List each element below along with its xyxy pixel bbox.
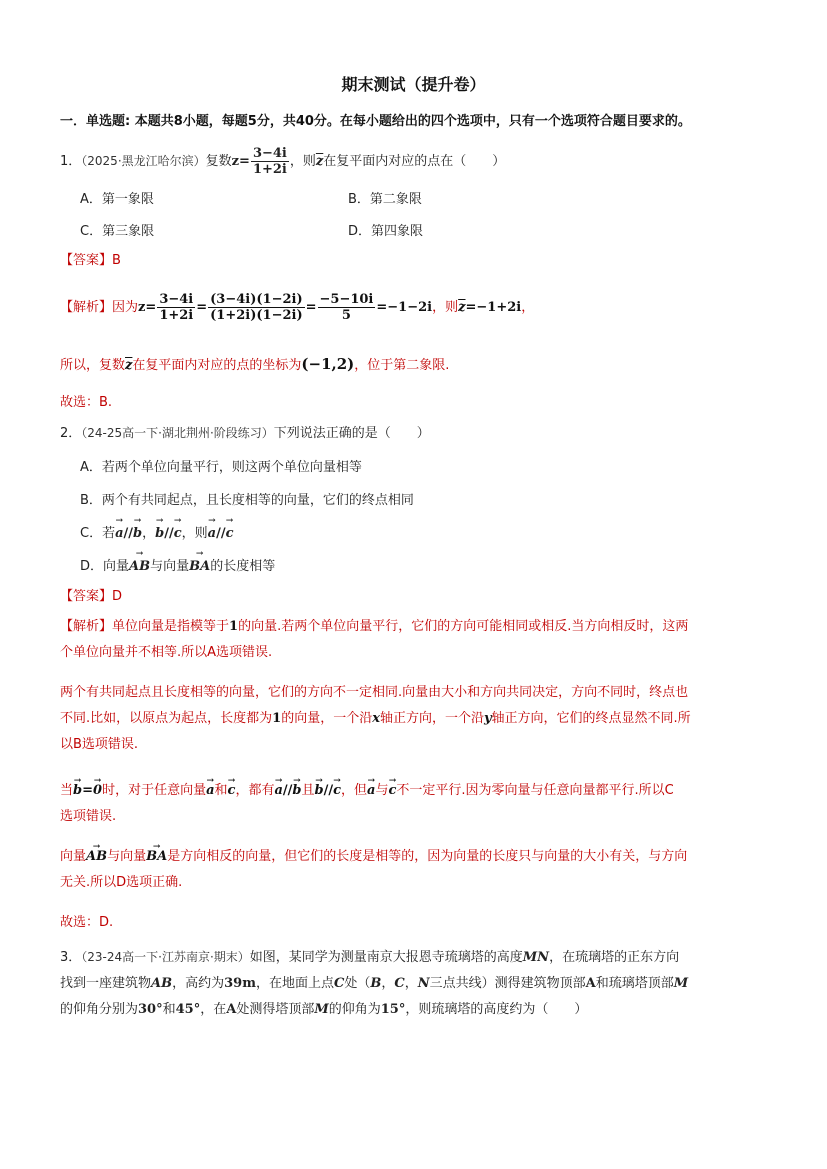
stem-text: 的仰角为 — [328, 1002, 381, 1017]
analysis-text: 在复平面内对应的点的坐标为 — [132, 358, 302, 373]
parallel-symbol: // — [216, 526, 226, 541]
stem-line — [60, 997, 770, 1023]
math-angle: 45° — [175, 1002, 201, 1017]
math-angle: 15° — [380, 1002, 406, 1017]
stem-text: 和琉璃塔顶部 — [595, 976, 674, 991]
stem-text: 下列说法正确的是（ ） — [273, 426, 430, 441]
punctuation: ， — [521, 300, 535, 315]
analysis-line — [60, 614, 770, 640]
fraction-denominator: (1+2i)(1−2i) — [210, 308, 303, 323]
option-text: ，则 — [181, 526, 208, 541]
analysis-line: 以B选项错误. — [60, 737, 139, 752]
fraction-numerator: 3−4i — [252, 146, 287, 161]
parallel-symbol: // — [323, 783, 334, 798]
stem-text: 如图，某同学为测量南京大报恩寺琉璃塔的高度 — [249, 950, 523, 965]
analysis-line — [60, 778, 770, 804]
fraction-1 — [251, 146, 289, 177]
option-c: C．第三象限 — [80, 224, 155, 239]
math-z-conjugate: $\overline{z}$ — [315, 154, 324, 169]
analysis-line — [60, 706, 770, 732]
analysis-text: 轴正方向，它们的终点显然不同.所 — [491, 711, 691, 726]
section-heading: 一．单选题: 本题共8小题，每题5分，共40分。在每小题给出的四个选项中，只有一个选项符合题目要求的。 — [60, 114, 691, 129]
vector-a: → a — [274, 778, 282, 804]
punctuation: ， — [142, 526, 156, 541]
vector-zero: → 0 — [93, 778, 102, 804]
stem-text: ，高约为 — [172, 976, 225, 991]
stem-text: ，则 — [289, 154, 316, 169]
option-text: 的长度相等 — [210, 559, 276, 574]
analysis-tag: 【解析】 — [60, 300, 113, 315]
analysis-line — [60, 844, 770, 870]
stem-text: 的仰角分别为 — [60, 1002, 139, 1017]
option-a: A．若两个单位向量平行，则这两个单位向量相等 — [80, 460, 362, 475]
analysis-1-line-1 — [60, 292, 534, 323]
math-result: =−1+2i — [465, 300, 522, 315]
question-number: 3． — [60, 950, 82, 965]
analysis-text: 的向量，一个沿 — [281, 711, 373, 726]
math-a: A — [585, 976, 596, 991]
analysis-text: ，位于第二象限. — [354, 358, 450, 373]
answer-2 — [60, 588, 122, 606]
stem-text: ，在 — [200, 1002, 227, 1017]
vector-c: → c — [333, 778, 341, 804]
fraction-1 — [157, 292, 195, 323]
fraction-numerator: (3−4i)(1−2i) — [210, 292, 303, 307]
conclusion-2: 故选：D. — [60, 915, 114, 930]
fraction-2 — [208, 292, 304, 323]
analysis-text: 时，对于任意向量 — [102, 783, 207, 798]
vector-a: → a — [208, 526, 216, 541]
vector-ba: → BA — [189, 559, 210, 574]
stem-text: 和 — [162, 1002, 176, 1017]
analysis-text: 单位向量是指模等于 — [112, 619, 230, 634]
math-m: M — [673, 976, 689, 991]
page-title: 期末测试（提升卷） — [341, 75, 486, 94]
math-m: M — [314, 1002, 329, 1017]
math-x: x — [372, 711, 380, 726]
vector-b: → b — [133, 526, 142, 541]
math-eq: = — [239, 154, 250, 169]
analysis-2-para-3 — [60, 778, 770, 830]
vector-a: → a — [206, 778, 214, 804]
answer-value: D — [112, 589, 123, 604]
analysis-text: 与 — [375, 783, 389, 798]
analysis-text: 是方向相反的向量，但它们的长度是相等的，因为向量的长度只与向量的大小有关，与方向 — [167, 849, 688, 864]
analysis-text: ，则 — [432, 300, 459, 315]
analysis-text: 且 — [301, 783, 315, 798]
question-2-stem — [60, 424, 430, 443]
fraction-3 — [318, 292, 376, 323]
math-z-conjugate: $\overline{z}$ — [458, 300, 466, 315]
math-eq: = — [305, 300, 317, 315]
option-d: D．第四象限 — [348, 224, 424, 239]
math-eq: = — [196, 300, 208, 315]
math-z: z — [231, 154, 240, 169]
math-result: =−1−2i — [376, 300, 433, 315]
math-point: (−1,2) — [301, 355, 355, 373]
stem-text: ，在琉璃塔的正东方向 — [549, 950, 680, 965]
vector-b: → b — [292, 778, 301, 804]
analysis-line: 无关.所以D选项正确. — [60, 875, 183, 890]
analysis-text: 不一定平行.因为零向量与任意向量都平行.所以C — [396, 783, 674, 798]
math-ab: AB — [151, 976, 173, 991]
analysis-text: 的向量.若两个单位向量平行，它们的方向可能相同或相反.当方向相反时，这两 — [238, 619, 689, 634]
analysis-text: 与向量 — [107, 849, 147, 864]
math-y: y — [483, 711, 492, 726]
analysis-text: ，都有 — [235, 783, 275, 798]
math-one: 1 — [272, 711, 282, 726]
analysis-text: 当 — [60, 783, 74, 798]
math-a: A — [226, 1002, 237, 1017]
stem-text: 找到一座建筑物 — [60, 976, 152, 991]
vector-c: → c — [228, 778, 236, 804]
stem-text: ，则琉璃塔的高度约为（ ） — [405, 1002, 588, 1017]
vector-c: → c — [226, 526, 234, 541]
stem-text: 处测得塔顶部 — [236, 1002, 315, 1017]
option-c — [80, 522, 234, 541]
stem-text: ， — [381, 976, 395, 991]
analysis-line: 个单位向量并不相等.所以A选项错误. — [60, 645, 273, 660]
vector-b: → b — [315, 778, 324, 804]
analysis-1-line-2 — [60, 355, 449, 375]
math-mn: MN — [522, 950, 550, 965]
stem-line — [60, 944, 770, 971]
analysis-line: 两个有共同起点且长度相等的向量，它们的方向不一定相同.向量由大小和方向共同决定，方向不同时，终点也 — [60, 685, 689, 700]
vector-b: → b — [73, 778, 82, 804]
parallel-symbol: // — [282, 783, 293, 798]
analysis-line: 选项错误. — [60, 809, 117, 824]
question-source: （24-25高一下·湖北荆州·阶段练习） — [81, 426, 274, 440]
fraction-denominator: 5 — [341, 308, 351, 323]
question-number: 1． — [60, 154, 82, 169]
option-a: A．第一象限 — [80, 192, 154, 207]
vector-c: → c — [389, 778, 397, 804]
fraction-denominator: 1+2i — [252, 162, 287, 177]
stem-line — [60, 971, 770, 997]
analysis-text: 所以，复数 — [60, 358, 126, 373]
question-1-stem — [60, 146, 505, 177]
vector-c: → c — [174, 526, 182, 541]
math-eq: = — [82, 783, 94, 798]
vector-a: → a — [115, 526, 123, 541]
vector-ab: → AB — [129, 559, 150, 574]
analysis-text: 向量 — [60, 849, 87, 864]
answer-tag: 【答案】 — [60, 253, 113, 268]
stem-text: ，在地面上点 — [255, 976, 334, 991]
option-d — [80, 555, 275, 574]
option-b: B．第二象限 — [348, 192, 422, 207]
vector-b: → b — [155, 526, 164, 541]
vector-ab: → AB — [86, 844, 107, 870]
option-text: D．向量 — [80, 559, 130, 574]
stem-text: 处（ — [344, 976, 371, 991]
question-3-stem — [60, 944, 770, 1023]
stem-text: 三点共线）测得建筑物顶部 — [429, 976, 586, 991]
math-n: N — [417, 976, 430, 991]
stem-text: 复数 — [205, 154, 232, 169]
stem-text: ， — [404, 976, 418, 991]
math-height: 39m — [224, 976, 256, 991]
analysis-2-para-1 — [60, 614, 770, 666]
math-one: 1 — [229, 619, 239, 634]
answer-value: B — [112, 253, 121, 268]
fraction-denominator: 1+2i — [159, 308, 194, 323]
math-z-conjugate: $\overline{z}$ — [125, 358, 133, 373]
stem-text: 在复平面内对应的点在（ ） — [323, 154, 506, 169]
vector-a: → a — [367, 778, 375, 804]
answer-tag: 【答案】 — [60, 589, 113, 604]
analysis-tag: 【解析】 — [60, 619, 113, 634]
math-b: B — [370, 976, 382, 991]
math-c: C — [333, 976, 345, 991]
vector-ba: → BA — [146, 844, 167, 870]
fraction-numerator: 3−4i — [159, 292, 194, 307]
option-b: B．两个有共同起点，且长度相等的向量，它们的终点相同 — [80, 493, 414, 508]
analysis-text: 因为 — [112, 300, 139, 315]
question-source: （23-24高一下·江苏南京·期末） — [81, 950, 250, 964]
math-eq: = — [145, 300, 157, 315]
math-c: C — [394, 976, 405, 991]
conclusion-1: 故选：B. — [60, 395, 113, 410]
question-source: （2025·黑龙江哈尔滨） — [81, 154, 206, 168]
math-angle: 30° — [138, 1002, 163, 1017]
analysis-2-para-2 — [60, 680, 770, 758]
fraction-numerator: −5−10i — [319, 292, 374, 307]
math-z: z — [138, 300, 146, 315]
analysis-text: 和 — [214, 783, 228, 798]
parallel-symbol: // — [164, 526, 174, 541]
answer-1 — [60, 252, 121, 270]
analysis-text: 轴正方向，一个沿 — [379, 711, 484, 726]
option-text: 与向量 — [150, 559, 190, 574]
parallel-symbol: // — [123, 526, 134, 541]
analysis-text: ，但 — [341, 783, 368, 798]
analysis-2-para-4 — [60, 844, 770, 896]
option-text: C．若 — [80, 526, 116, 541]
question-number: 2． — [60, 426, 82, 441]
analysis-text: 不同.比如，以原点为起点，长度都为 — [60, 711, 273, 726]
